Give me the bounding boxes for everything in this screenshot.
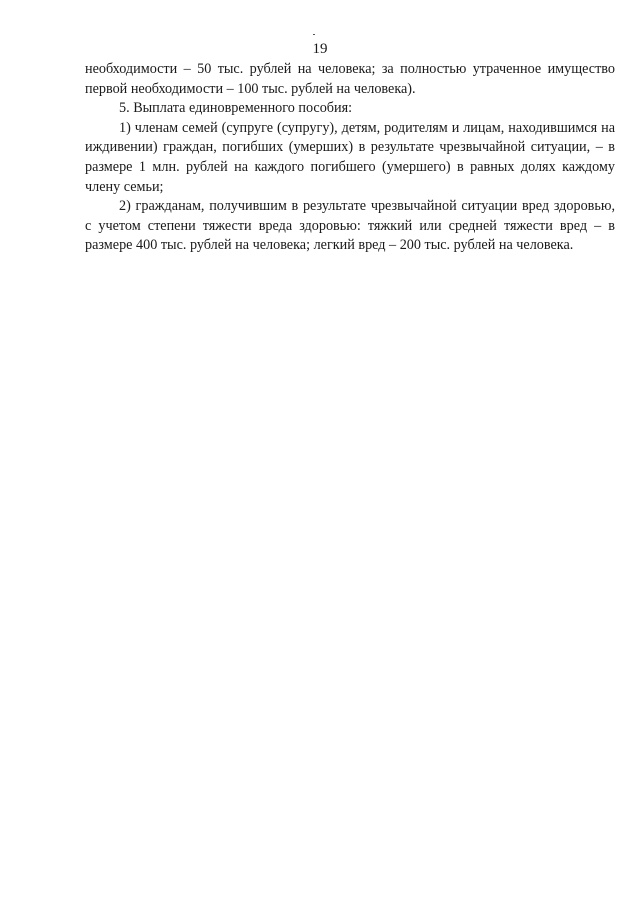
paragraph-continuation: необходимости – 50 тыс. рублей на человека; за полностью утраченное имущество первой необходимости – 100 тыс. рублей на человека). <box>85 61 615 97</box>
paragraph-subitem-2: 2) гражданам, получившим в результате чрезвычайной ситуации вред здоровью, с учетом степени тяжести вреда здоровью: тяжкий или средней тяжести вред – в размере 400 тыс. рублей на человека; легкий вред – 200 тыс. рублей на человека. <box>85 198 615 254</box>
paragraph-subitem-1: 1) членам семей (супруге (супругу), детям, родителям и лицам, находившимся на иждивении) граждан, погибших (умерших) в результате чрезвычайной ситуации, – в размере 1 млн. рублей на каждого погибшего (умершего) в равных долях каждому члену семьи; <box>85 119 615 195</box>
paragraph-item-5-heading: 5. Выплата единовременного пособия: <box>119 100 353 117</box>
page-number: 19 <box>312 41 328 57</box>
document-body <box>85 60 615 256</box>
scan-artifact <box>313 34 315 35</box>
